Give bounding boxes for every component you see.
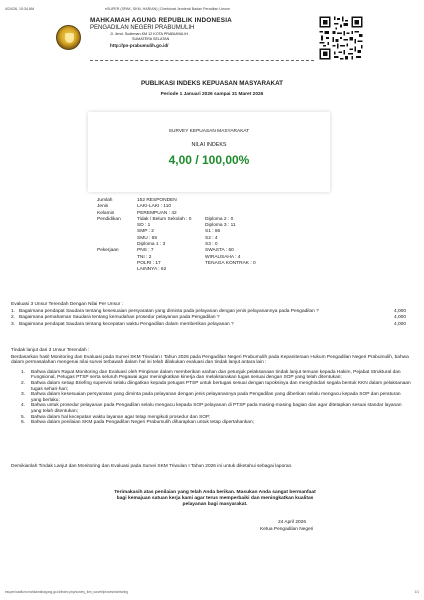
item-text: Bahwa dalam hal kecepatan waktu layanan agar tetap mengikuti prosedur dan SOP; <box>31 414 211 420</box>
item-text: Bagaimana pemahaman Saudara tentang kemudahan prosedur pelayanan pada Pengadilan ? <box>19 315 220 321</box>
education-value: SMP : 2 <box>137 229 154 235</box>
job-value: WIRAUSAHA : 4 <box>205 254 241 260</box>
item-number: 2. <box>21 380 26 386</box>
item-number: 5. <box>21 414 26 420</box>
item-text: Bahwa dalam setiap Briefing supervisi selalu diingatkan kepada petugas PTSP untuk bertugas sesuai dengan tupoksinya dan menghindari segala bentuk KKN dalam pelaksanaan tugas sehari-hari; <box>31 380 411 392</box>
job-value: LAINNYA : 62 <box>137 267 167 273</box>
job-value: POLRI : 17 <box>137 260 161 266</box>
thank-you-note: Terimakasih atas penilaian yang telah Anda berikan. Masukan Anda sangat bermanfaat bagi kemajuan satuan kerja kami agar terus memperbaiki dan meningkatkan kualitas pelayanan bagi masyarakat. <box>114 490 316 507</box>
address <box>90 32 280 42</box>
item-number: 3. <box>21 392 26 398</box>
follow-up-heading: Tindak lanjut dari 3 Unsur Terendah : <box>11 348 90 353</box>
lowest-elements-section <box>11 302 406 328</box>
education-value: Diploma 2 : 0 <box>205 216 234 222</box>
item-number: 3. <box>11 322 16 328</box>
index-value: 4,00 / 100,00% <box>168 153 250 167</box>
item-number: 1. <box>11 308 16 314</box>
list-item <box>21 420 411 426</box>
education-value: Diploma 1 : 3 <box>137 242 166 248</box>
follow-up-intro: Berdasarkan hasil Monitoring dan Evaluasi pada Survei SKM Triwulan I Tahun 2026 pada Pengadilan Negeri Prabumulih pada Kepaniteraan Hukum Pengadilan Negeri Prabumulih, bahwa dalam permasalahan mengenai nilai survei terbawah dalam hal ini telah dilakukan evaluasi dan tindak lanjut antara lain : <box>11 354 409 366</box>
org-name: MAHKAMAH AGUNG REPUBLIK INDONESIA <box>90 17 232 24</box>
list-item <box>21 381 411 392</box>
job-label: Pekerjaan <box>97 248 119 254</box>
item-text: Bahwa dalam kesesuaian persyaratan yang diminta pada pelayanan dengan jenis pelayanannya pada Pengadilan yang diberikan selalu mengacu kepada SOP dan peraturan yang berlaku; <box>31 392 401 403</box>
lowest-heading: Evaluasi 3 Unsur Terendah Dengan Nilai Per Unsur : <box>11 302 123 307</box>
score-card-label: NILAI INDEKS <box>191 142 227 148</box>
item-text: Bagaimana pendapat Saudara tentang kecepatan waktu Pengadilan dalam memberikan pelayanan ? <box>19 322 234 328</box>
gender-label: Jenis Kelamin <box>97 204 115 216</box>
print-datetime: 4/24/26, 10:34 AM <box>5 7 35 11</box>
list-item <box>21 403 411 414</box>
job-value: SWASTA : 60 <box>205 248 234 254</box>
address-line-2: SUMATERA SELATAN <box>132 36 170 41</box>
period-subtitle: Periode 1 Januari 2026 sampai 31 Maret 2026 <box>160 92 264 97</box>
letterhead <box>50 15 375 65</box>
education-label: Pendidikan <box>97 216 121 222</box>
signature-role: Ketua Pengadilan Negeri <box>260 527 314 532</box>
gender-female: PEREMPUAN : 42 <box>137 210 177 216</box>
education-value: S3 : 0 <box>205 242 218 248</box>
item-text: Bahwa untuk prosedur pelayanan pada Pengadilan selalu mengacu kepada SOP pelayanan di PTSP pada masing-masing bagian dan agar ditetapkan sesuai standar layanan yang telah ditentukan; <box>31 403 402 414</box>
item-number: 1. <box>21 369 26 375</box>
score-card-title: SURVEY KEPUASAN MASYARAKAT <box>168 129 250 134</box>
list-item <box>11 309 406 314</box>
education-value: Diploma 3 : 11 <box>205 223 236 229</box>
court-name: PENGADILAN NEGERI PRABUMULIH <box>90 25 195 31</box>
list-item <box>11 322 406 327</box>
signature-date: 24 April 2026 <box>278 520 307 525</box>
job-value: TENAGA KONTRAK : 0 <box>205 260 256 266</box>
closing-statement: Demikianlah Tindak Lanjut dan Monitoring dan Evaluasi pada Survei SKM Triwulan I Tahun 2026 ini untuk diketahui sebagai laporan. <box>11 464 293 469</box>
education-value: S1 : 66 <box>205 229 221 235</box>
item-text: Bahwa dalam penilaian SKM pada Pengadilan Negeri Prabumulih diharapkan untuk tetap dipertahankan; <box>31 420 254 426</box>
item-score: 4,000 <box>393 308 406 314</box>
address-line-1: Jl. Jend. Sudirman KM 12 KOTA PRABUMULIH <box>110 32 189 36</box>
item-score: 4,000 <box>393 315 406 321</box>
item-score: 4,000 <box>393 322 406 328</box>
score-card <box>88 112 330 192</box>
education-value: SD : 1 <box>137 223 151 229</box>
title-block <box>0 80 424 97</box>
item-number: 6. <box>21 420 26 426</box>
list-item <box>21 392 411 403</box>
job-value: PNS : 7 <box>137 248 154 254</box>
print-footer <box>5 590 419 594</box>
item-number: 4. <box>21 403 26 409</box>
footer-page-number: 1/1 <box>414 590 419 594</box>
list-item <box>11 315 406 320</box>
page-title: PUBLIKASI INDEKS KEPUASAN MASYARAKAT <box>140 80 284 87</box>
list-item <box>21 370 411 381</box>
item-number: 2. <box>11 315 16 321</box>
print-page-title: eSUPER (SPAK, SKM, HARIAN) | Direktorat Jenderal Badan Peradilan Umum <box>105 7 230 11</box>
print-header <box>5 7 419 11</box>
footer-url: esuper.badilum.mahkamahagung.go.id/index.php/survey_ikm_survei/iprosesmonitoring <box>5 590 128 594</box>
gender-male: LAKI-LAKI : 110 <box>137 204 172 210</box>
education-value: Tidak / Belum Sekolah : 0 <box>137 216 192 222</box>
education-value: S2 : 4 <box>205 235 218 241</box>
education-value: SMU : 65 <box>137 235 157 241</box>
total-label: Jumlah <box>97 198 113 203</box>
website-link[interactable]: http://pn-prabumulih.go.id/ <box>110 42 169 48</box>
qr-code-icon <box>313 15 369 61</box>
letterhead-text <box>90 17 280 48</box>
letterhead-divider <box>90 60 314 61</box>
follow-up-section <box>11 348 411 426</box>
total-value: 152 RESPONDEN <box>137 198 177 203</box>
follow-up-list <box>11 370 411 426</box>
court-emblem-icon <box>56 25 81 50</box>
item-text: Bagaimana pendapat Saudara tentang kesesuaian persyaratan yang diminta pada pelayanan dengan jenis pelayanannya pada Pengadilan ? <box>19 308 319 314</box>
item-text: Bahwa dalam Rapat Monitoring dan Evaluasi oleh Pimpinan dalam memberikan arahan dan petunjuk pelaksanaan tindak lanjut temuan kepada Hakim, Pejabat Struktural dan Fungsional, Petugas PTSP serta seluruh Pegawai agar meningkatkan kinerja dan melaksanakan tugas sesuai dengan SOP yang telah ditentukan; <box>31 369 401 381</box>
job-value: TNI : 2 <box>137 254 152 260</box>
